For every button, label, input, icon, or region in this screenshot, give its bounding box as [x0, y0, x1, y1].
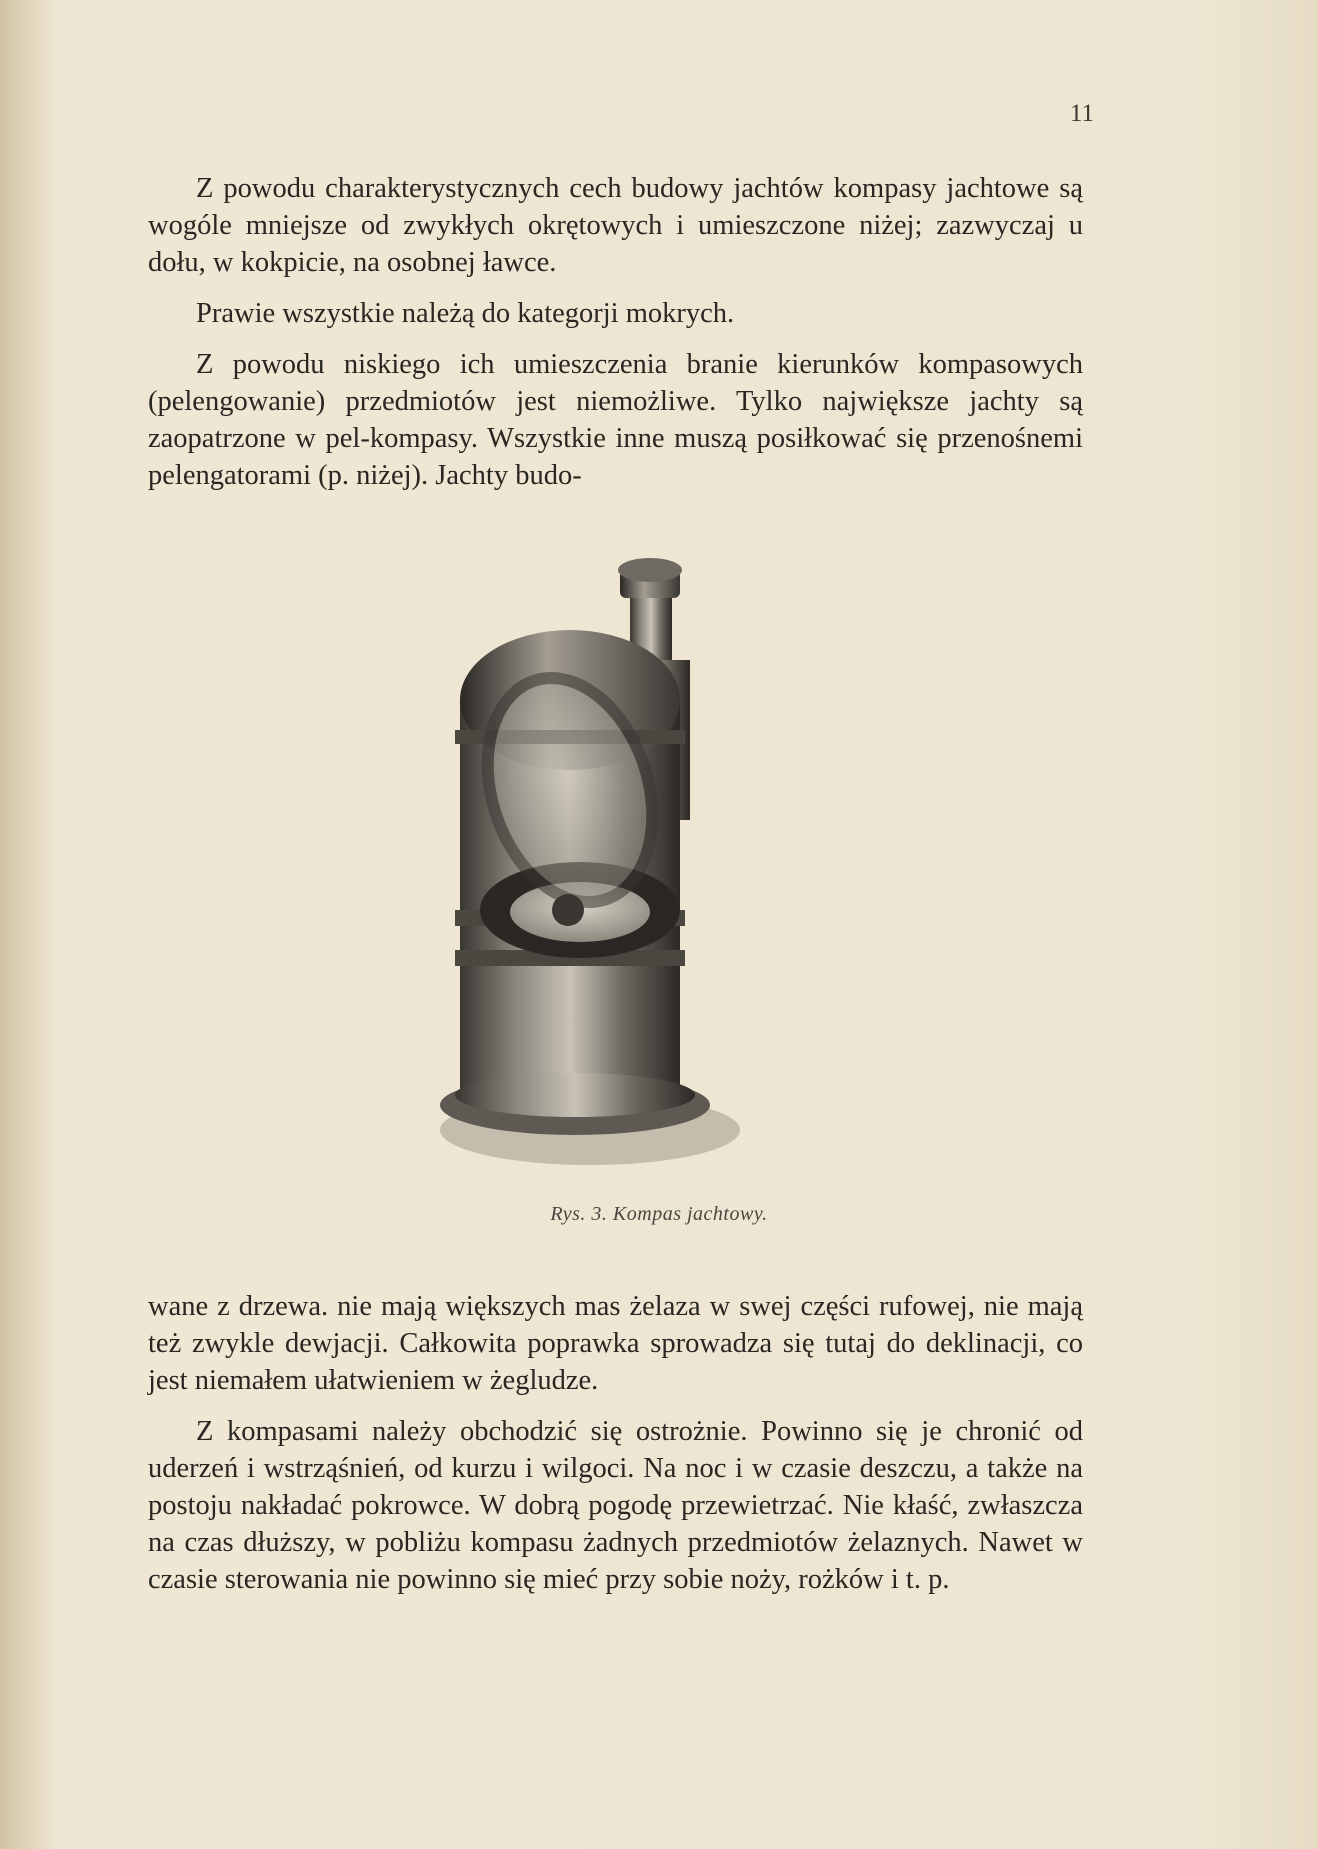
paragraph: Z powodu charakterystycznych cech budowy jachtów kompasy jachtowe są wogóle mniejsze od zwykłych okrętowych i umieszczone niżej; zazwyczaj u dołu, w kokpicie, na osobnej ławce.	[148, 173, 1083, 278]
paragraph: Prawie wszystkie należą do kategorji mokrych.	[196, 298, 735, 329]
figure-caption: Rys. 3. Kompas jachtowy.	[550, 1203, 768, 1225]
yacht-compass-illustration	[440, 540, 770, 1170]
paragraph: Z kompasami należy obchodzić się ostrożnie. Powinno się je chronić od uderzeń i wstrząśnień, od kurzu i wilgoci. Na noc i w czasie deszczu, a także na postoju nakładać pokrowce. W dobrą pogodę przewietrzać. Nie kłaść, zwłaszcza na czas dłuższy, w pobliżu kompasu żadnych przedmiotów żelaznych. Nawet w czasie sterowania nie powinno się mieć przy sobie noży, rożków i t. p.	[148, 1416, 1083, 1595]
paragraph: Z powodu niskiego ich umieszczenia branie kierunków kompasowych (pelengowanie) przedmiotów jest niemożliwe. Tylko największe jachty są zaopatrzone w pel-kompasy. Wszystkie inne muszą posiłkować się przenośnemi pelengatorami (p. niżej). Jachty budo-	[148, 349, 1083, 491]
paragraph: wane z drzewa. nie mają większych mas żelaza w swej części rufowej, nie mają też zwykle dewjacji. Całkowita poprawka sprowadza się tutaj do deklinacji, co jest niemałem ułatwieniem w żegludze.	[148, 1291, 1083, 1396]
text-block-bottom	[148, 1288, 1083, 1612]
page-binding-shadow	[0, 0, 52, 1849]
page-number: 11	[1069, 100, 1094, 127]
text-block-top	[148, 170, 1083, 508]
